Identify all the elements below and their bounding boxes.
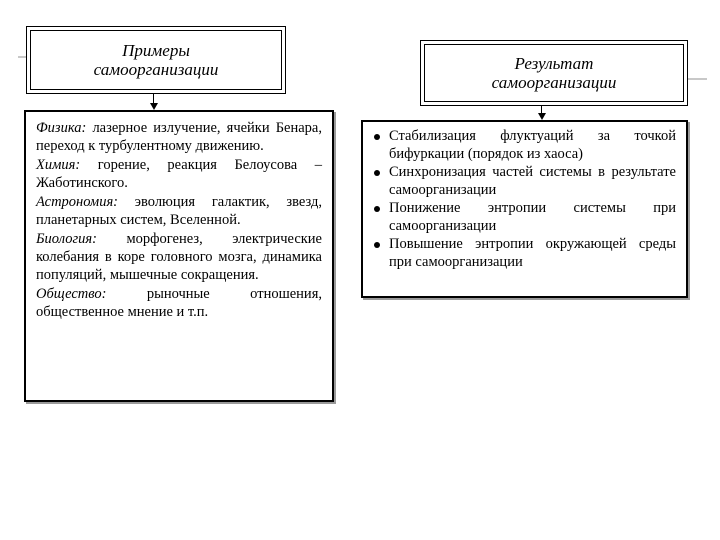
example-society [36, 285, 322, 321]
field-biology: Биология: [36, 231, 97, 247]
field-astronomy: Астрономия: [36, 194, 119, 210]
result-item-text: Понижение энтропии системы при самоорганизации [389, 200, 676, 234]
result-item [373, 199, 676, 235]
examples-title-line2: самоорганизации [93, 60, 219, 79]
society-text: рыночные отношения, общественное мнение и т.п. [36, 286, 322, 320]
example-astronomy [36, 193, 322, 229]
astronomy-text: эволюция галактик, звезд, планетарных систем, Вселенной. [36, 194, 322, 228]
chemistry-text: горение, реакция Белоусова – Жаботинского. [36, 157, 322, 191]
field-physics: Физика: [36, 120, 87, 136]
examples-text [26, 112, 332, 321]
examples-panel [24, 110, 334, 402]
examples-title-box [26, 26, 286, 94]
examples-title-line1: Примеры [122, 41, 190, 60]
biology-text: морфогенез, электрические колебания в коре головного мозга, динамика популяций, мышечные сокращения. [36, 231, 322, 283]
example-physics [36, 119, 322, 155]
result-item [373, 235, 676, 271]
result-title-box [420, 40, 688, 106]
result-title-line1: Результат [514, 54, 594, 73]
result-list [363, 122, 686, 271]
physics-text: лазерное излучение, ячейки Бенара, переход к турбулентному движению. [36, 120, 322, 154]
result-panel [361, 120, 688, 298]
result-arrow-head [538, 113, 546, 120]
field-chemistry: Химия: [36, 157, 81, 173]
result-item [373, 163, 676, 199]
result-item [373, 127, 676, 163]
example-biology [36, 230, 322, 284]
bullet-icon [374, 170, 380, 176]
bullet-icon [374, 242, 380, 248]
result-item-text: Стабилизация флуктуаций за точкой бифуркации (порядок из хаоса) [389, 128, 676, 162]
result-item-text: Синхронизация частей системы в результате самоорганизации [389, 164, 676, 198]
examples-arrow-head [150, 103, 158, 110]
bullet-icon [374, 134, 380, 140]
example-chemistry [36, 156, 322, 192]
bullet-icon [374, 206, 380, 212]
field-society: Общество: [36, 286, 107, 302]
result-item-text: Повышение энтропии окружающей среды при самоорганизации [389, 236, 676, 270]
result-title-line2: самоорганизации [491, 73, 617, 92]
